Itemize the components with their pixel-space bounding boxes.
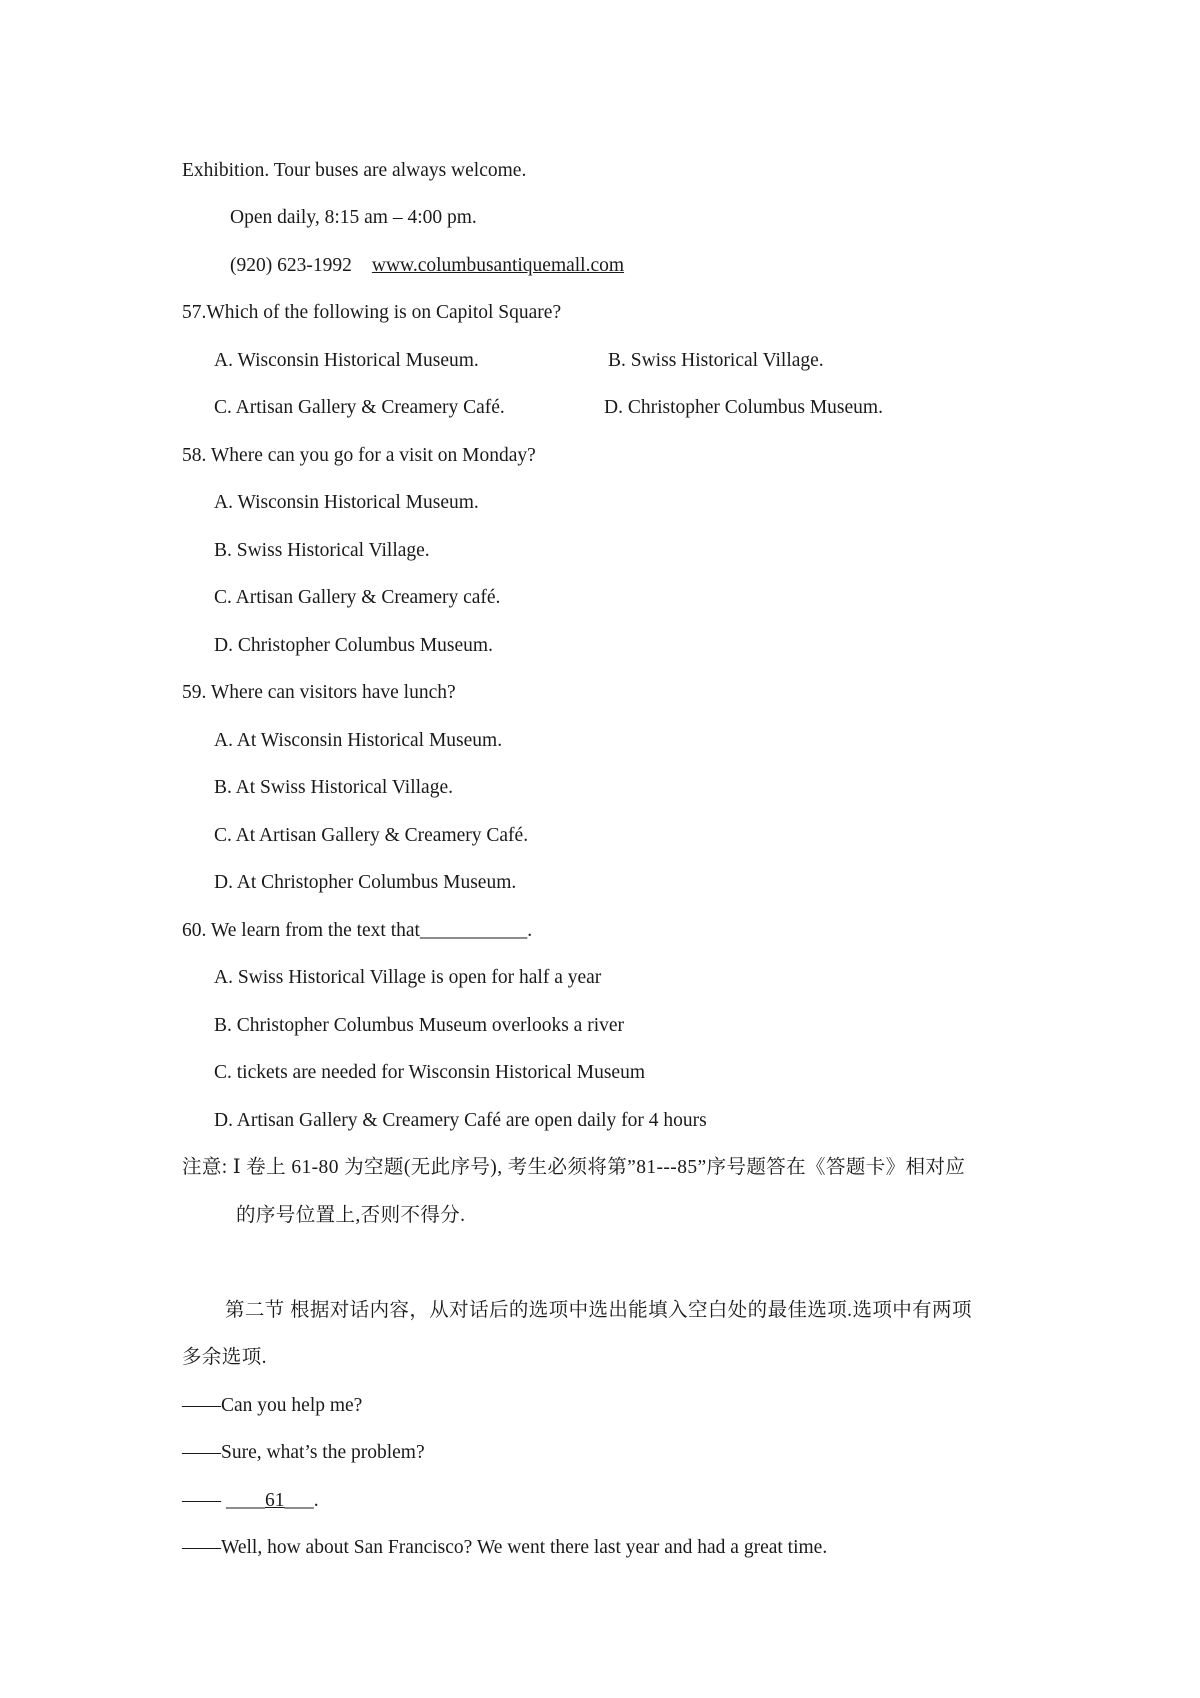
- dialogue-line-3: [182, 1488, 319, 1514]
- dialogue-dash: ——: [182, 1490, 221, 1511]
- question-59-stem: 59. Where can visitors have lunch?: [182, 682, 456, 703]
- question-60-option-c: C. tickets are needed for Wisconsin Historical Museum: [214, 1062, 645, 1083]
- dialogue-text: Well, how about San Francisco? We went there last year and had a great time.: [221, 1537, 828, 1558]
- question-57-option-d: D. Christopher Columbus Museum.: [604, 397, 883, 418]
- question-58-option-c: C. Artisan Gallery & Creamery café.: [214, 587, 501, 608]
- question-60-stem-text: 60. We learn from the text that: [182, 920, 420, 941]
- question-57-stem: 57.Which of the following is on Capitol Square?: [182, 302, 562, 323]
- question-60-option-d: D. Artisan Gallery & Creamery Café are open daily for 4 hours: [214, 1110, 707, 1131]
- dialogue-dash: ——: [182, 1537, 221, 1558]
- opening-hours: Open daily, 8:15 am – 4:00 pm.: [230, 207, 477, 228]
- dialogue-text: Can you help me?: [221, 1395, 363, 1416]
- question-57-option-a: A. Wisconsin Historical Museum.: [214, 350, 479, 371]
- question-60-option-a: A. Swiss Historical Village is open for half a year: [214, 967, 602, 988]
- dialogue-text: .: [313, 1490, 319, 1511]
- question-57-option-c: C. Artisan Gallery & Creamery Café.: [214, 397, 505, 418]
- answer-blank: ___________: [419, 920, 528, 941]
- question-58-stem: 58. Where can you go for a visit on Monday?: [182, 445, 536, 466]
- note-line-2: 的序号位置上,否则不得分.: [236, 1205, 466, 1226]
- question-60-option-b: B. Christopher Columbus Museum overlooks a river: [214, 1015, 625, 1036]
- question-57-option-b: B. Swiss Historical Village.: [608, 350, 824, 371]
- question-58-option-a: A. Wisconsin Historical Museum.: [214, 492, 479, 513]
- section-2-instructions: 第二节 根据对话内容，从对话后的选项中选出能填入空白处的最佳选项.选项中有两项: [225, 1300, 972, 1321]
- note-line-1: 注意: Ⅰ 卷上 61-80 为空题(无此序号), 考生必须将第”81---85”序号题答在《答题卡》相对应: [182, 1157, 966, 1178]
- question-60-stem: [182, 918, 532, 944]
- section-2-instructions-cont: 多余选项.: [182, 1347, 267, 1368]
- intro-line: Exhibition. Tour buses are always welcome.: [182, 160, 527, 181]
- question-59-option-d: D. At Christopher Columbus Museum.: [214, 872, 517, 893]
- dialogue-dash: ——: [182, 1395, 221, 1416]
- question-58-option-b: B. Swiss Historical Village.: [214, 540, 430, 561]
- blank-61: ____61___: [226, 1490, 314, 1511]
- dialogue-line-4: [182, 1535, 827, 1561]
- question-59-option-b: B. At Swiss Historical Village.: [214, 777, 453, 798]
- dialogue-line-1: [182, 1393, 362, 1419]
- phone-number: (920) 623-1992: [230, 255, 352, 276]
- question-59-option-c: C. At Artisan Gallery & Creamery Café.: [214, 825, 529, 846]
- question-59-option-a: A. At Wisconsin Historical Museum.: [214, 730, 503, 751]
- dialogue-line-2: [182, 1440, 425, 1466]
- question-60-stem-end: .: [527, 920, 533, 941]
- website-link[interactable]: www.columbusantiquemall.com: [371, 255, 625, 276]
- dialogue-text: Sure, what’s the problem?: [221, 1442, 425, 1463]
- dialogue-dash: ——: [182, 1442, 221, 1463]
- question-58-option-d: D. Christopher Columbus Museum.: [214, 635, 493, 656]
- contact-line: [230, 253, 624, 279]
